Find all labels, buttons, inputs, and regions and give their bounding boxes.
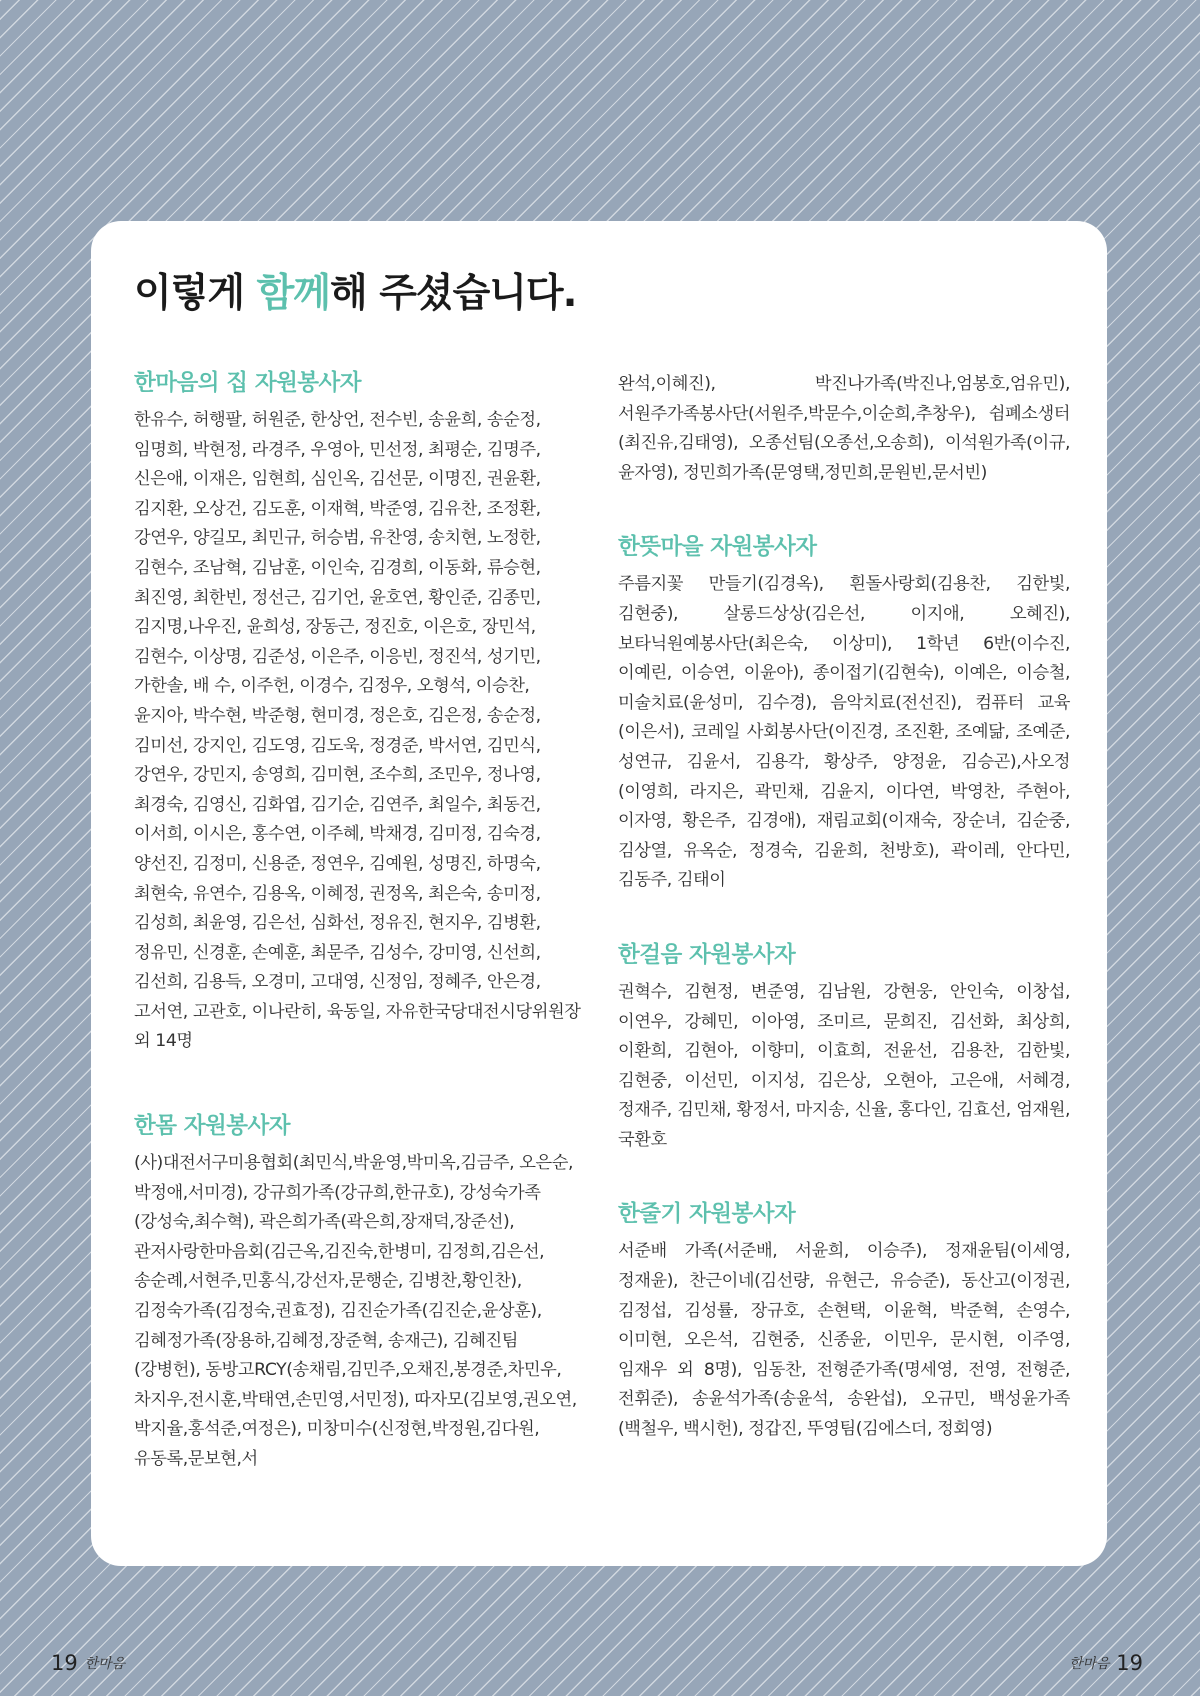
page-number-left — [51, 1650, 125, 1677]
right-column — [618, 370, 1070, 1445]
page-number: 19 — [1116, 1651, 1143, 1675]
section-body: 주름지꽃 만들기(김경옥), 흰돌사랑회(김용찬, 김한빛, 김현중), 살롱드상상(김은선, 이지애, 오혜진), 보타닉원예봉사단(최은숙, 이상미), 1학년 6반(이수진, 이예린, 이승연, 이윤아), 종이접기(김현숙), 이예은, 이승철, 미술치료(윤성미, 김수경), 음악치료(전선진), 컴퓨터 교육(이은서), 코레일 사회봉사단(이진경, 조진환, 조예닮, 조예준, 성연규, 김윤서, 김용각, 황상주, 양정윤, 김승곤),사오정(이영희, 라지은, 곽민채, 김윤지, 이다연, 박영찬, 주현아, 이자영, 황은주, 김경애), 재림교회(이재숙, 장순녀, 김순중, 김상열, 유옥순, 정경숙, 김윤희, 천방호), 곽이레, 안다민, 김동주, 김태이 — [618, 574, 1070, 891]
section-body-part-2: 완석,이혜진), 박진나가족(박진나,엄봉호,엄유민), 서원주가족봉사단(서원주,박문수,이순희,추창우), 쉼폐소생터(최진유,김태영), 오종선팀(오종선,오송희), 이석원가족(이규,윤자영), 정민희가족(문영택,정민희,문원빈,문서빈) — [618, 374, 1070, 483]
magazine-logo: 한마음 — [1069, 1656, 1110, 1672]
section-body: 권혁수, 김현정, 변준영, 김남원, 강현웅, 안인숙, 이창섭, 이연우, 강혜민, 이아영, 조미르, 문희진, 김선화, 최상희, 이환희, 김현아, 이향미, 이효희, 전윤선, 김용찬, 김한빛, 김현중, 이선민, 이지성, 김은상, 오현아, 고은애, 서혜경, 정재주, 김민채, 황정서, 마지송, 신율, 홍다인, 김효선, 엄재원, 국환호 — [618, 981, 1070, 1150]
section-body: 한유수, 허행팔, 허원준, 한상언, 전수빈, 송윤희, 송순정, 임명희, 박현정, 라경주, 우영아, 민선정, 최평순, 김명주, 신은애, 이재은, 임현희, 심인옥, 김선문, 이명진, 권윤환, 김지환, 오상건, 김도훈, 이재혁, 박준영, 김유찬, 조정환, 강연우, 양길모, 최민규, 허승범, 유찬영, 송치현, 노정한, 김현수, 조남혁, 김남훈, 이인숙, 김경희, 이동화, 류승현, 최진영, 최한빈, 정선근, 김기언, 윤호연, 황인준, 김종민, 김지명,나우진, 윤희성, 장동근, 정진호, 이은호, 장민석, 김현수, 이상명, 김준성, 이은주, 이응빈, 정진석, 성기민, 가한솔, 배 수, 이주헌, 이경수, 김정우, 오형석, 이승찬, 윤지아, 박수현, 박준형, 현미경, 정은호, 김은정, 송순정, 김미선, 강지인, 김도영, 김도욱, 정경준, 박서연, 김민식, 강연우, 강민지, 송영희, 김미현, 조수희, 조민우, 정나영, 최경숙, 김영신, 김화엽, 김기순, 김연주, 최일수, 최동건, 이서희, 이시은, 홍수연, 이주혜, 박채경, 김미정, 김숙경, 양선진, 김정미, 신용준, 정연우, 김예원, 성명진, 하명숙, 최현숙, 유연수, 김용옥, 이혜정, 권정옥, 최은숙, 송미정, 김성희, 최윤영, 김은선, 심화선, 정유진, 현지우, 김병환, 정유민, 신경훈, 손예훈, 최문주, 김성수, 강미영, 신선희, 김선희, 김용득, 오경미, 고대영, 신정임, 정혜주, 안은경, 고서연, 고관호, 이나란히, 육동일, 자유한국당대전시당위원장 외 14명 — [134, 410, 581, 1052]
page-number-right — [1069, 1650, 1143, 1677]
title-part-1: 이렇게 — [134, 271, 257, 316]
section-heading: 한몸 자원봉사자 — [134, 1113, 290, 1140]
section-heading: 한마음의 집 자원봉사자 — [134, 370, 362, 396]
magazine-logo: 한마음 — [84, 1656, 125, 1672]
title-part-2: 해 주셨습니다. — [329, 271, 577, 316]
section-body-part-1: (사)대전서구미용협회(최민식,박윤영,박미옥,김금주, 오은순,박정애,서미경), 강규희가족(강규희,한규호), 강성숙가족(강성숙,최수혁), 곽은희가족(곽은희,장재덕,장준선), 관저사랑한마음회(김근옥,김진숙,한병미, 김정희,김은선,송순례,서현주,민홍식,강선자,문행순, 김병찬,황인찬), 김정숙가족(김정숙,권효정), 김진순가족(김진순,윤상훈), 김혜정가족(장용하,김혜정,장준혁, 송재근), 김혜진팀(강병헌), 동방고RCY(송채림,김민주,오채진,봉경준,차민우,차지우,전시훈,박태연,손민영,서민정), 따자모(김보영,권오연,박지율,홍석준,여정은), 미창미수(신정현,박정원,김다원,유동록,문보현,서 — [134, 1153, 577, 1469]
section-heading: 한걸음 자원봉사자 — [618, 941, 796, 968]
left-column — [134, 368, 582, 1475]
section-body: 서준배 가족(서준배, 서윤희, 이승주), 정재윤팀(이세영, 정재윤), 찬근이네(김선량, 유현근, 유승준), 동산고(이정권, 김정섭, 김성률, 장규호, 손현택, 이윤혁, 박준혁, 손영수, 이미현, 오은석, 김현중, 신종윤, 이민우, 문시현, 이주영, 임재우 외 8명), 임동찬, 전형준가족(명세영, 전영, 전형준, 전휘준), 송윤석가족(송윤석, 송완섭), 오규민, 백성윤가족(백철우, 백시헌), 정갑진, 뚜영팀(김에스더, 정회영) — [618, 1241, 1070, 1440]
page-number: 19 — [51, 1651, 78, 1675]
section-heading: 한뜻마을 자원봉사자 — [618, 534, 817, 561]
page-title — [134, 262, 576, 318]
title-accent: 함께 — [256, 271, 330, 316]
section-heading: 한줄기 자원봉사자 — [618, 1201, 796, 1228]
